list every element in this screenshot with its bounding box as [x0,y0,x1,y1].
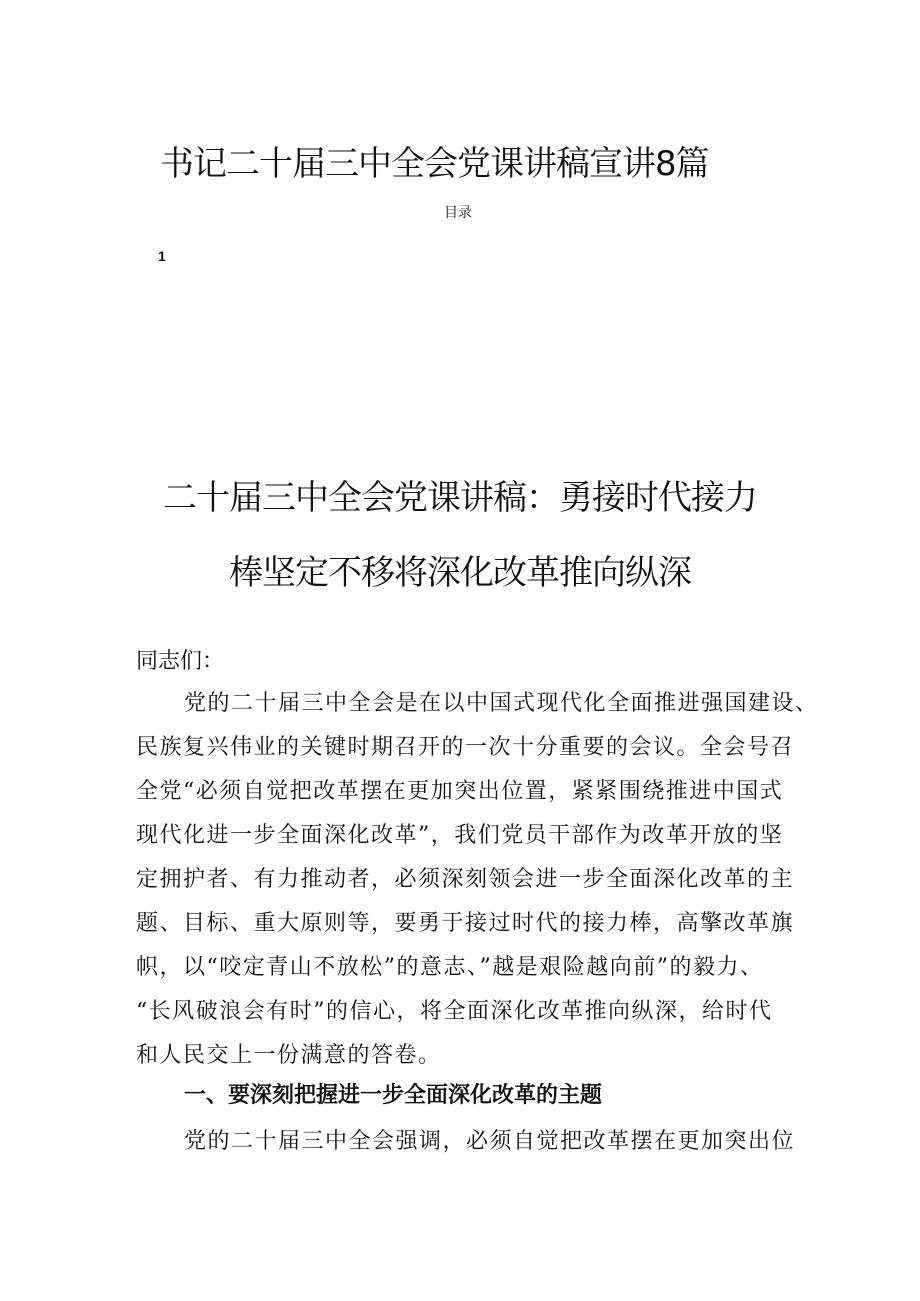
paragraph-line: 党的二十届三中全会强调，必须自觉把改革摆在更加突出位 [184,1129,796,1154]
toc-label: 目录 [444,205,472,221]
paragraph-line: 民族复兴伟业的关键时期召开的一次十分重要的会议。全会号召 [136,735,795,760]
article-title-line-1: 二十届三中全会党课讲稿：勇接时代接力 [163,478,757,518]
salutation: 同志们： [136,649,225,674]
document-title: 书记二十届三中全会党课讲稿宣讲8篇 [160,144,709,184]
article-title-line-2: 棒坚定不移将深化改革推向纵深 [229,553,691,593]
paragraph-line: “长风破浪会有时”的信心，将全面深化改革推向纵深，给时代 [136,999,773,1024]
paragraph-line: 和人民交上一份满意的答卷。 [136,1043,442,1068]
paragraph-line: 帜，以“咬定青山不放松”的意志、”越是艰险越向前”的毅力、 [136,955,764,980]
toc-entry-number: 1 [158,248,166,264]
paragraph-line: 定拥护者、有力推动者，必须深刻领会进一步全面深化改革的主 [136,867,795,892]
paragraph-line: 党的二十届三中全会是在以中国式现代化全面推进强国建设、 [184,691,819,716]
paragraph-line: 题、目标、重大原则等，要勇于接过时代的接力棒，高擎改革旗 [136,911,795,936]
paragraph-line: 全党“必须自觉把改革摆在更加突出位置，紧紧围绕推进中国式 [136,779,784,804]
section-heading: 一、要深刻把握进一步全面深化改革的主题 [184,1083,603,1108]
paragraph-line: 现代化进一步全面深化改革”，我们党员干部作为改革开放的坚 [136,823,784,848]
